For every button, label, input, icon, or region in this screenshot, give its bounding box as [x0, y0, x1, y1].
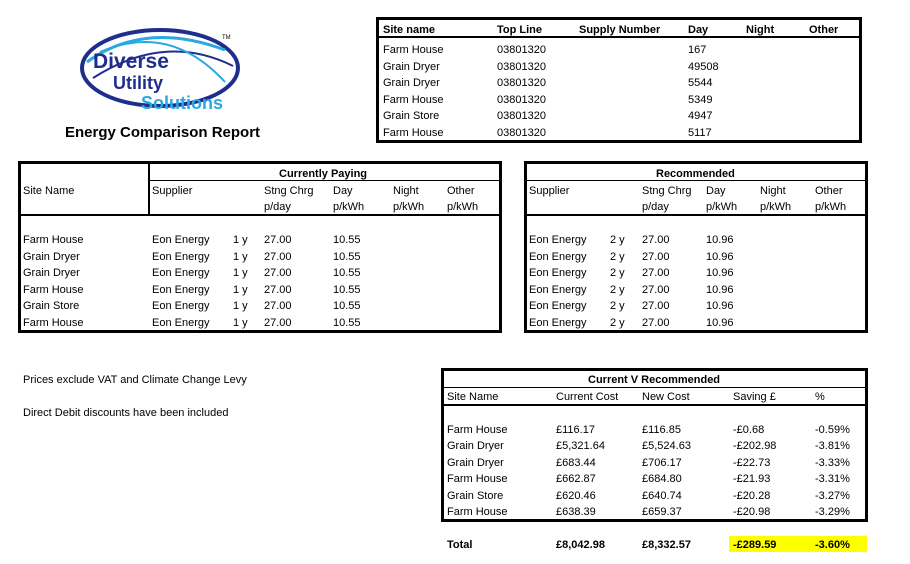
supply-header-topline: Top Line — [497, 24, 543, 36]
comparison-new: £659.37 — [642, 506, 682, 518]
current-day: 10.55 — [333, 251, 361, 263]
current-supplier: Eon Energy — [152, 267, 210, 279]
total-saving: -£289.59 — [733, 539, 777, 551]
recommended-unit-standing: p/day — [642, 201, 669, 213]
supply-topline: 03801320 — [497, 44, 546, 56]
current-term: 1 y — [233, 300, 248, 312]
recommended-standing: 27.00 — [642, 267, 670, 279]
recommended-header-day: Day — [706, 185, 726, 197]
logo-text-diverse: Diverse — [93, 50, 169, 73]
total-current: £8,042.98 — [556, 539, 605, 551]
current-header-supplier: Supplier — [152, 185, 193, 197]
comparison-current: £638.39 — [556, 506, 596, 518]
supply-header-other: Other — [809, 24, 839, 36]
supply-topline: 03801320 — [497, 61, 546, 73]
total-label: Total — [447, 539, 473, 551]
current-term: 1 y — [233, 317, 248, 329]
comparison-site: Farm House — [447, 424, 508, 436]
supply-site: Farm House — [383, 127, 444, 139]
comparison-header-site: Site Name — [447, 391, 499, 403]
comparison-new: £684.80 — [642, 473, 682, 485]
currently-paying-title: Currently Paying — [279, 168, 368, 180]
current-unit-day: p/kWh — [333, 201, 365, 213]
recommended-header-divider — [527, 180, 865, 181]
supply-day: 167 — [688, 44, 707, 56]
comparison-site: Farm House — [447, 473, 508, 485]
comparison-saving: -£20.28 — [733, 490, 771, 502]
current-day: 10.55 — [333, 267, 361, 279]
comparison-current: £662.87 — [556, 473, 596, 485]
current-day: 10.55 — [333, 234, 361, 246]
comparison-saving: -£21.93 — [733, 473, 771, 485]
comparison-saving: -£0.68 — [733, 424, 765, 436]
current-site: Grain Store — [23, 300, 80, 312]
comparison-header-new: New Cost — [642, 391, 690, 403]
current-header-other: Other — [447, 185, 475, 197]
comparison-title-divider — [444, 387, 865, 388]
recommended-supplier: Eon Energy — [529, 251, 587, 263]
supply-topline: 03801320 — [497, 110, 546, 122]
current-term: 1 y — [233, 234, 248, 246]
recommended-standing: 27.00 — [642, 234, 670, 246]
comparison-new: £5,524.63 — [642, 440, 691, 452]
supply-day: 5349 — [688, 94, 713, 106]
supply-day: 5544 — [688, 77, 713, 89]
current-header-site: Site Name — [23, 185, 75, 197]
total-new: £8,332.57 — [642, 539, 691, 551]
supply-site: Grain Dryer — [383, 61, 440, 73]
comparison-title: Current V Recommended — [588, 374, 721, 386]
current-site: Grain Dryer — [23, 267, 80, 279]
comparison-header-pct: % — [815, 391, 825, 403]
recommended-unit-other: p/kWh — [815, 201, 847, 213]
comparison-header-current: Current Cost — [556, 391, 619, 403]
current-header-standing: Stng Chrg — [264, 185, 314, 197]
current-unit-night: p/kWh — [393, 201, 425, 213]
current-day: 10.55 — [333, 300, 361, 312]
current-day: 10.55 — [333, 317, 361, 329]
comparison-pct: -3.33% — [815, 457, 850, 469]
comparison-pct: -3.81% — [815, 440, 850, 452]
current-header-day: Day — [333, 185, 353, 197]
total-pct: -3.60% — [815, 539, 850, 551]
current-supplier: Eon Energy — [152, 234, 210, 246]
recommended-day: 10.96 — [706, 317, 734, 329]
current-unit-standing: p/day — [264, 201, 291, 213]
comparison-new: £706.17 — [642, 457, 682, 469]
recommended-header-supplier: Supplier — [529, 185, 570, 197]
note-vat: Prices exclude VAT and Climate Change Levy — [23, 374, 247, 386]
recommended-supplier: Eon Energy — [529, 317, 587, 329]
currently-paying-table — [18, 161, 502, 333]
current-standing: 27.00 — [264, 284, 292, 296]
supply-day: 49508 — [688, 61, 719, 73]
supply-site: Farm House — [383, 94, 444, 106]
current-site: Grain Dryer — [23, 251, 80, 263]
current-site: Farm House — [23, 234, 84, 246]
company-logo — [75, 22, 245, 117]
report-title: Energy Comparison Report — [65, 124, 261, 141]
recommended-supplier: Eon Energy — [529, 234, 587, 246]
comparison-header-saving: Saving £ — [733, 391, 776, 403]
current-standing: 27.00 — [264, 317, 292, 329]
comparison-header-divider — [444, 404, 865, 406]
supply-day: 5117 — [688, 127, 712, 139]
supply-day: 4947 — [688, 110, 713, 122]
recommended-header-standing: Stng Chrg — [642, 185, 692, 197]
site-column-divider — [148, 164, 150, 216]
comparison-site: Grain Dryer — [447, 440, 504, 452]
current-standing: 27.00 — [264, 251, 292, 263]
comparison-saving: -£22.73 — [733, 457, 771, 469]
comparison-saving: -£202.98 — [733, 440, 777, 452]
recommended-day: 10.96 — [706, 267, 734, 279]
recommended-term: 2 y — [610, 267, 625, 279]
supply-topline: 03801320 — [497, 127, 546, 139]
current-supplier: Eon Energy — [152, 317, 210, 329]
logo-text-solutions: Solutions — [141, 93, 223, 113]
comparison-current: £116.17 — [556, 424, 595, 436]
current-header-night: Night — [393, 185, 419, 197]
recommended-unit-night: p/kWh — [760, 201, 792, 213]
supply-table-header-divider — [379, 36, 859, 38]
recommended-day: 10.96 — [706, 284, 734, 296]
recommended-standing: 27.00 — [642, 317, 670, 329]
recommended-header-night: Night — [760, 185, 786, 197]
comparison-current: £683.44 — [556, 457, 596, 469]
current-site: Farm House — [23, 284, 84, 296]
recommended-title: Recommended — [656, 168, 735, 180]
comparison-new: £116.85 — [642, 424, 681, 436]
current-term: 1 y — [233, 284, 248, 296]
supply-topline: 03801320 — [497, 94, 546, 106]
current-supplier: Eon Energy — [152, 251, 210, 263]
comparison-current: £620.46 — [556, 490, 596, 502]
supply-header-night: Night — [746, 24, 775, 36]
comparison-saving: -£20.98 — [733, 506, 771, 518]
recommended-term: 2 y — [610, 251, 625, 263]
current-term: 1 y — [233, 267, 248, 279]
logo-trademark: TM — [222, 35, 231, 41]
current-day: 10.55 — [333, 284, 361, 296]
comparison-site: Farm House — [447, 506, 508, 518]
recommended-supplier: Eon Energy — [529, 267, 587, 279]
recommended-standing: 27.00 — [642, 300, 670, 312]
comparison-pct: -3.29% — [815, 506, 850, 518]
comparison-pct: -3.27% — [815, 490, 850, 502]
recommended-term: 2 y — [610, 317, 625, 329]
supply-header-supply-number: Supply Number — [579, 24, 661, 36]
recommended-header-other: Other — [815, 185, 843, 197]
current-header-divider — [148, 180, 499, 181]
supply-site: Grain Store — [383, 110, 440, 122]
recommended-term: 2 y — [610, 300, 625, 312]
supply-site: Grain Dryer — [383, 77, 440, 89]
recommended-day: 10.96 — [706, 300, 734, 312]
recommended-day: 10.96 — [706, 251, 734, 263]
current-supplier: Eon Energy — [152, 284, 210, 296]
comparison-site: Grain Store — [447, 490, 504, 502]
comparison-current: £5,321.64 — [556, 440, 605, 452]
supply-topline: 03801320 — [497, 77, 546, 89]
recommended-day: 10.96 — [706, 234, 734, 246]
comparison-pct: -3.31% — [815, 473, 850, 485]
current-standing: 27.00 — [264, 234, 292, 246]
current-supplier: Eon Energy — [152, 300, 210, 312]
recommended-supplier: Eon Energy — [529, 284, 587, 296]
supply-header-site: Site name — [383, 24, 435, 36]
comparison-pct: -0.59% — [815, 424, 850, 436]
recommended-term: 2 y — [610, 284, 625, 296]
recommended-standing: 27.00 — [642, 251, 670, 263]
recommended-unit-day: p/kWh — [706, 201, 738, 213]
recommended-supplier: Eon Energy — [529, 300, 587, 312]
recommended-units-divider — [527, 214, 865, 216]
current-standing: 27.00 — [264, 300, 292, 312]
recommended-standing: 27.00 — [642, 284, 670, 296]
comparison-new: £640.74 — [642, 490, 682, 502]
current-standing: 27.00 — [264, 267, 292, 279]
supply-header-day: Day — [688, 24, 709, 36]
comparison-site: Grain Dryer — [447, 457, 504, 469]
current-term: 1 y — [233, 251, 248, 263]
recommended-term: 2 y — [610, 234, 625, 246]
current-site: Farm House — [23, 317, 84, 329]
current-unit-other: p/kWh — [447, 201, 479, 213]
current-units-divider — [21, 214, 499, 216]
supply-site: Farm House — [383, 44, 444, 56]
logo-text-utility: Utility — [113, 73, 164, 93]
note-direct-debit: Direct Debit discounts have been included — [23, 407, 229, 419]
